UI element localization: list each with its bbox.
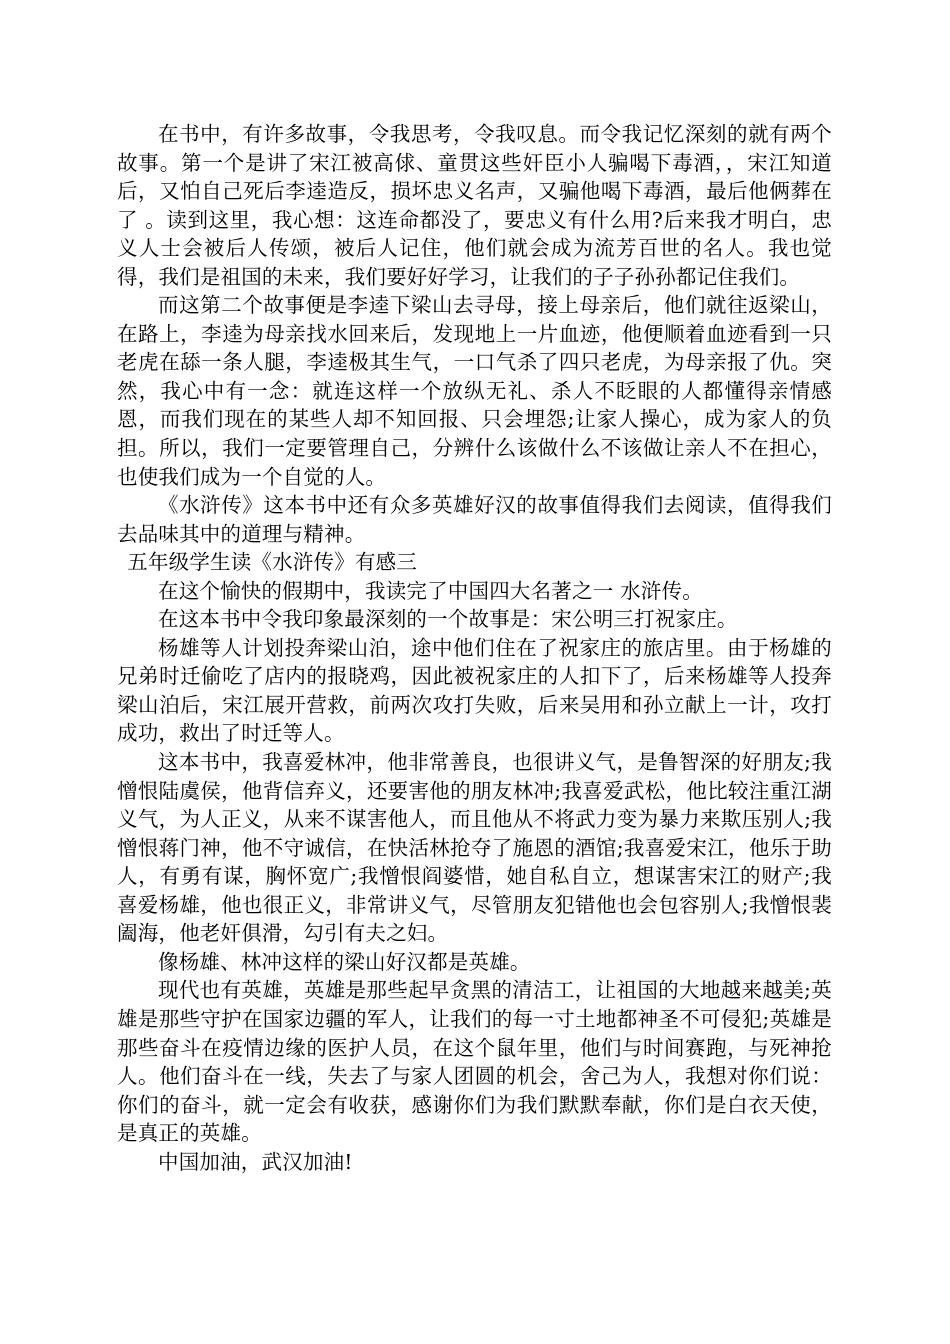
paragraph-4: 在这个愉快的假期中，我读完了中国四大名著之一 水浒传。	[158, 578, 703, 603]
paragraph-5: 在这本书中令我印象最深刻的一个故事是：宋公明三打祝家庄。	[158, 607, 738, 632]
paragraph-1: 在书中，有许多故事，令我思考，令我叹息。而令我记忆深刻的就有两个故事。第一个是讲了宋江被高俅、童贯这些奸臣小人骗喝下毒酒，，宋江知道后，又怕自己死后李逵造反，损坏忠义名声，又骗他喝下毒酒，最后他俩葬在了 。读到这里，我心想：这连命都没了，要忠义有什么用?后来我才明白，忠义人士会被后人传颂，被后人记住，他们就会成为流芳百世的名人。我也觉得，我们是祖国的未来，我们要好好学习，让我们的子子孙孙都记住我们。	[117, 122, 832, 289]
paragraph-8: 像杨雄、林冲这样的梁山好汉都是英雄。	[158, 949, 531, 974]
paragraph-2: 而这第二个故事便是李逵下梁山去寻母，接上母亲后，他们就往返梁山，在路上，李逵为母亲找水回来后，发现地上一片血迹，他便顺着血迹看到一只老虎在舔一条人腿，李逵极其生气，一口气杀了四只老虎，为母亲报了仇。突然，我心中有一念：就连这样一个放纵无礼、杀人不眨眼的人都懂得亲情感恩，而我们现在的某些人却不知回报、只会埋怨;让家人操心，成为家人的负担。所以，我们一定要管理自己，分辨什么该做什么不该做让亲人不在担心，也使我们成为一个自觉的人。	[117, 293, 832, 489]
paragraph-3: 《水浒传》这本书中还有众多英雄好汉的故事值得我们去阅读，值得我们去品味其中的道理与精神。	[117, 493, 832, 546]
paragraph-6: 杨雄等人计划投奔梁山泊，途中他们住在了祝家庄的旅店里。由于杨雄的兄弟时迁偷吃了店内的报晓鸡，因此被祝家庄的人扣下了，后来杨雄等人投奔梁山泊后，宋江展开营救，前两次攻打失败，后来吴用和孙立献上一计，攻打成功，救出了时迁等人。	[117, 635, 832, 746]
paragraph-7: 这本书中，我喜爱林冲，他非常善良，也很讲义气，是鲁智深的好朋友;我憎恨陆虞侯，他背信弃义，还要害他的朋友林冲;我喜爱武松，他比较注重江湖义气，为人正义，从来不谋害他人，而且他从不将武力变为暴力来欺压别人;我憎恨蒋门神，他不守诚信，在快活林抢夺了施恩的酒馆;我喜爱宋江，他乐于助人，有勇有谋，胸怀宽广;我憎恨阎婆惜，她自私自立，想谋害宋江的财产;我喜爱杨雄，他也很正义，非常讲义气，尽管朋友犯错他也会包容别人;我憎恨裴阖海，他老奸俱滑，勾引有夫之妇。	[117, 750, 832, 946]
section-heading: 五年级学生读《水浒传》有感三	[127, 550, 418, 575]
paragraph-10: 中国加油，武汉加油!	[158, 1149, 353, 1174]
paragraph-9: 现代也有英雄，英雄是那些起早贪黑的清洁工，让祖国的大地越来越美;英雄是那些守护在国家边疆的军人，让我们的每一寸土地都神圣不可侵犯;英雄是那些奋斗在疫情边缘的医护人员，在这个鼠年里，他们与时间赛跑，与死神抢人。他们奋斗在一线，失去了与家人团圆的机会，舍己为人，我想对你们说： 你们的奋斗，就一定会有收获，感谢你们为我们默默奉献，你们是白衣天使，是真正的英雄。	[117, 978, 832, 1146]
document-body	[117, 120, 832, 1176]
